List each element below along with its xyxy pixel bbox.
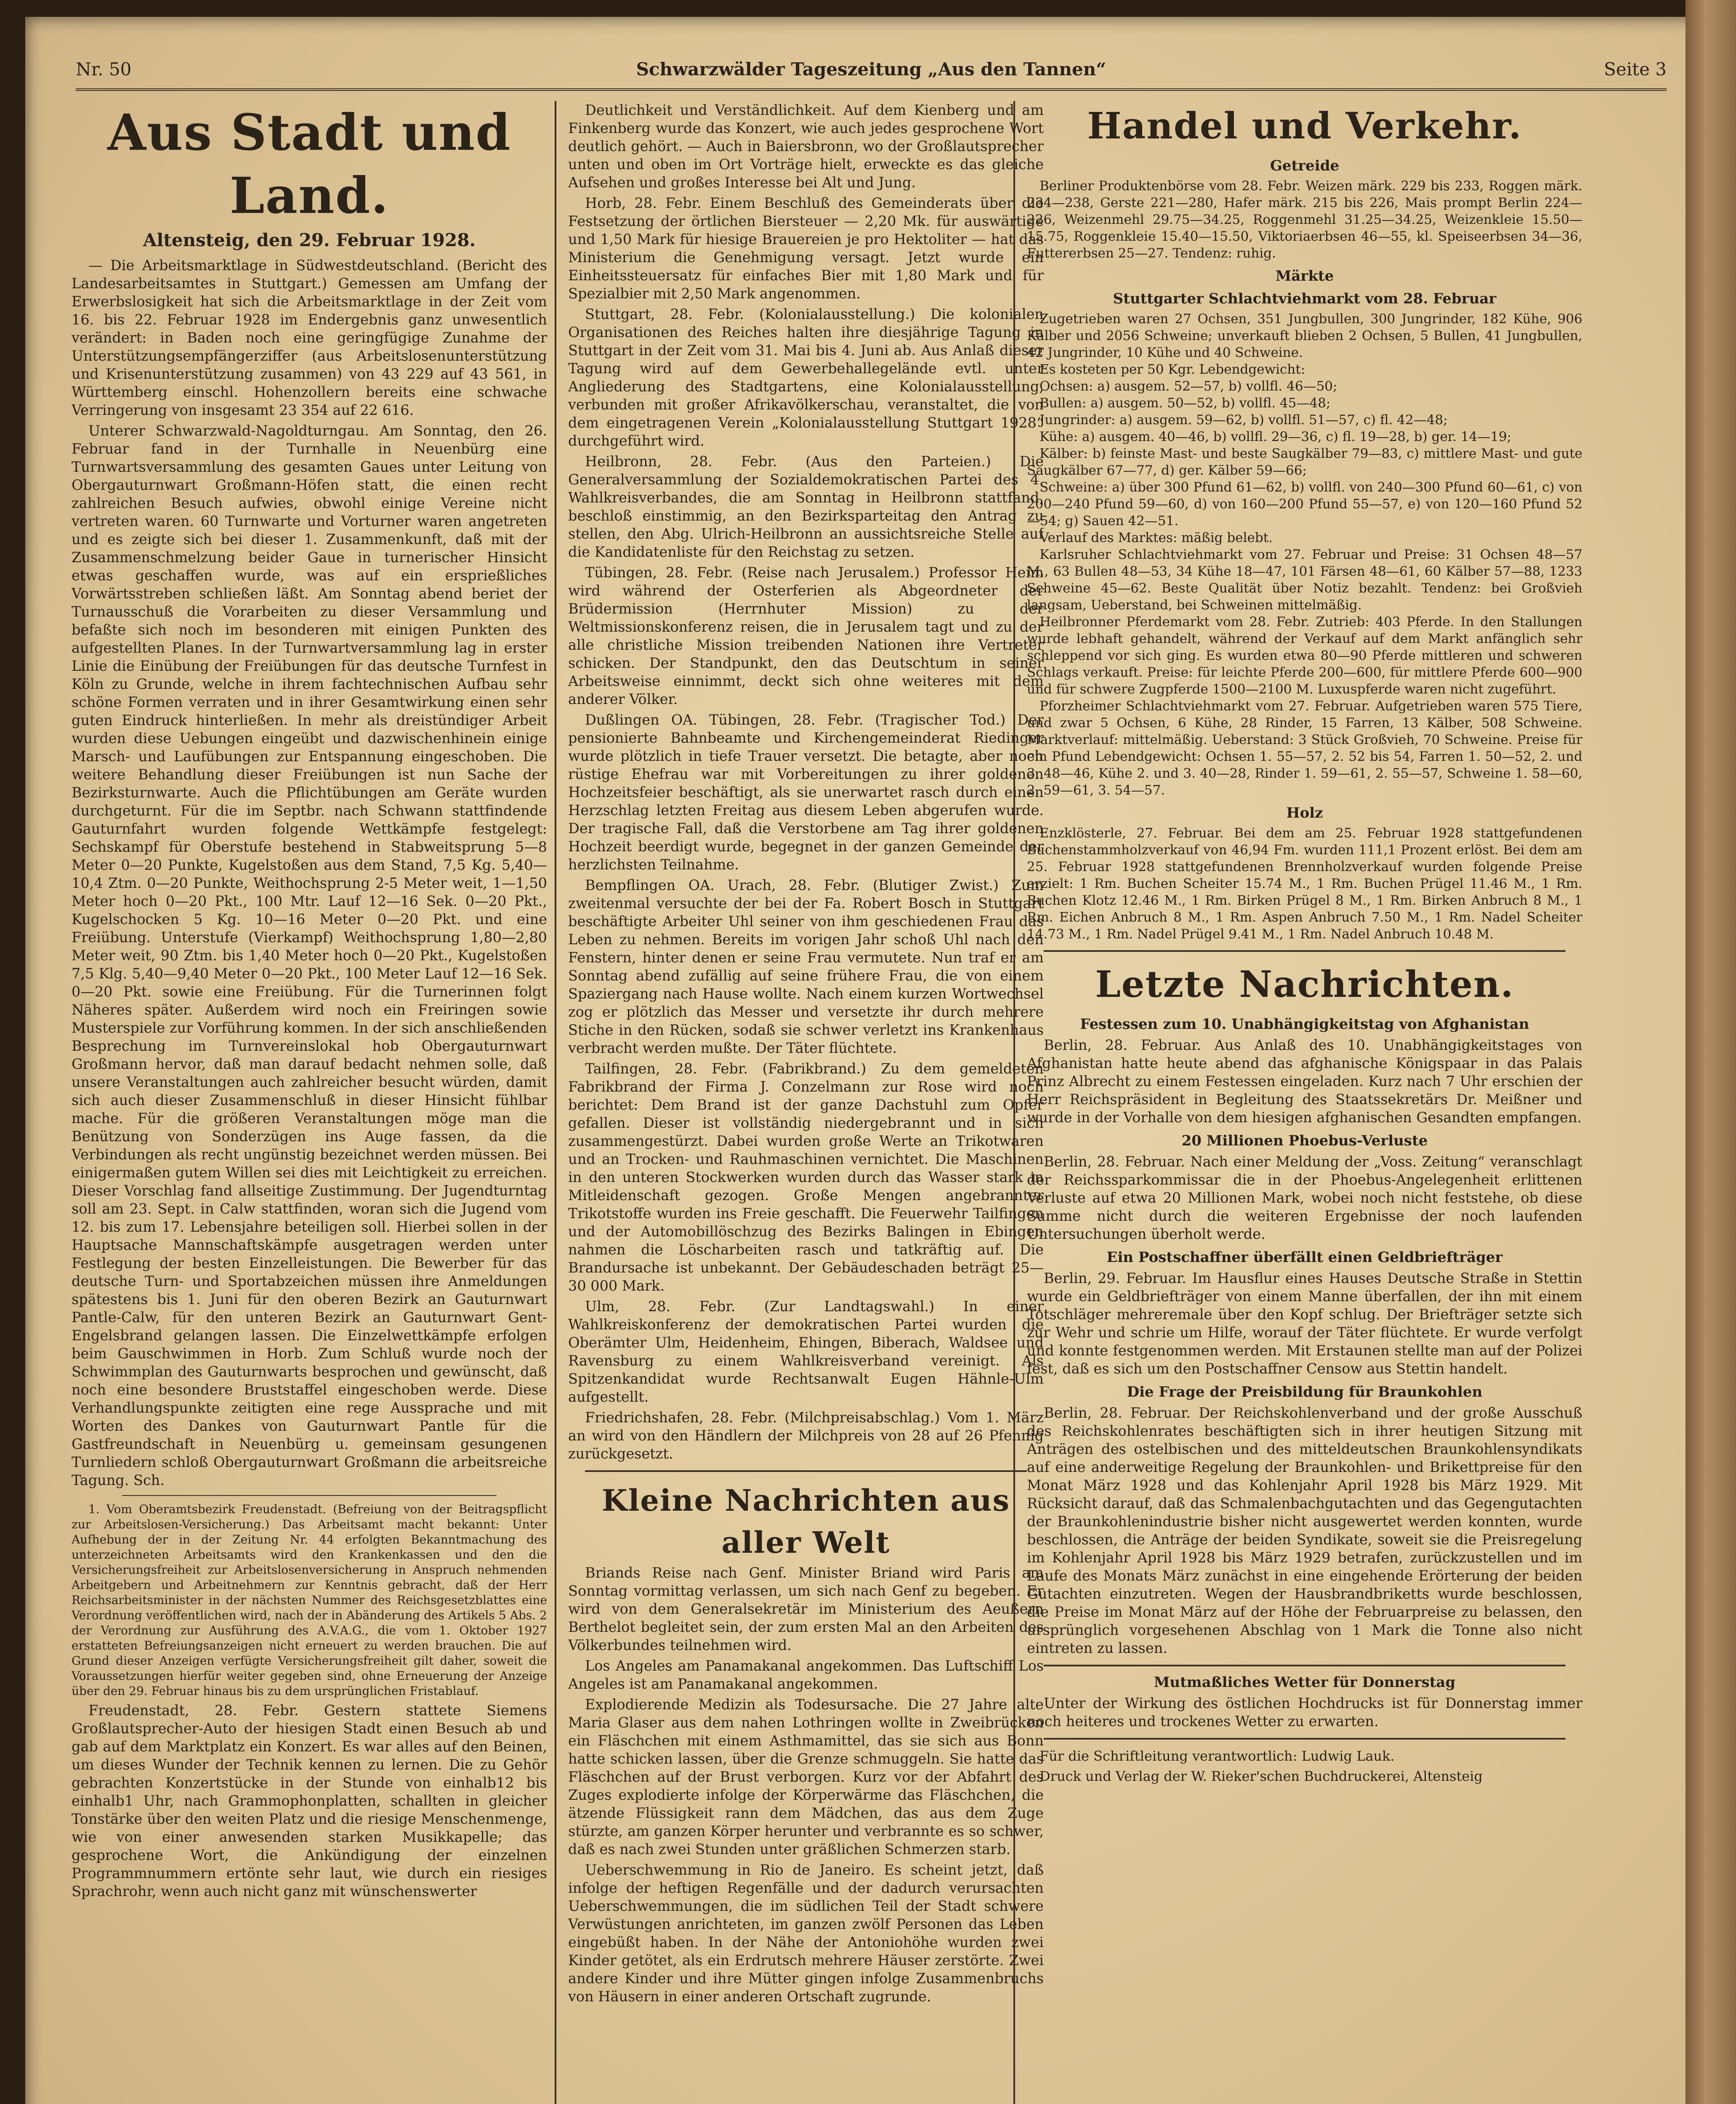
column-divider [555,101,556,2104]
article-bempflingen: Bempflingen OA. Urach, 28. Febr. (Blutiger Zwist.) Zum zweitenmal versuchte der bei der Fa. Robert Bosch in Stuttgart beschäftigte Arbeiter Uhl seiner von ihm geschiedenen Frau das Leben zu nehmen. Bereits im vorigen Jahr schoß Uhl nach den Fenstern, hinter denen er seine Frau vermutete. Nun traf er am Sonntag abend zufällig auf seine frühere Frau, die von einem Spaziergang nach Hause wollte. Nach einem kurzen Wortwechsel zog er plötzlich das Messer und versetzte ihr durch mehrere Stiche in den Rücken, sodaß sie schwer verletzt ins Krankenhaus verbracht werden mußte. Der Täter flüchtete. [568,877,1044,1056]
article-turngau: Unterer Schwarzwald-Nagoldturngau. Am Sonntag, den 26. Februar fand in der Turnhalle in Neuenbürg eine Turnwartsversammlung des gesamten Gaues unter Leitung von Obergauturnwart Großmann-Höfen statt, die einen recht zahlreichen Besuch aufwies, obwohl einige Vereine nicht vertreten waren. 60 Turnwarte und Vorturner waren angetreten und es zeigte sich bei dieser 1. Zusammenkunft, daß mit der Zusammenschmelzung beider Gaue in turnerischer Hinsicht etwas geschaffen wurde, was auf ein ersprießliches Vorwärtsstreben schließen läßt. Am Sonntag abend beriet der Turnausschuß die Vorarbeiten zu dieser Versammlung und befaßte sich noch im besonderen mit einigen Punkten des aufgestellten Planes. In der Turnwartversammlung lag in erster Linie die Einübung der Freiübungen für das deutsche Turnfest in Köln zu Grunde, welche in ihrem fachtechnischen Aufbau sehr schöne Formen verraten und in ihrer Gesamtwirkung einen sehr guten Eindruck hinterließen. In mehr als dreistündiger Arbeit wurden diese Uebungen eingeübt und dazwischenhinein einige Marsch- und Laufübungen zur Entspannung eingeschoben. Die weitere Behandlung dieser Freiübungen ist nun Sache der Bezirksturnwarte. Auch die Pflichtübungen am Geräte wurden durchgeturnt. Für die im Septbr. nach Schwann stattfindende Gauturnfahrt wurden folgende Wettkämpfe festgelegt: Sechskampf für Oberstufe bestehend in Stabweitsprung 5—8 Meter 0—20 Punkte, Kugelstoßen aus dem Stand, 7,5 Kg. 5,40—10,4 Ztm. 0—20 Punkte, Weithochsprung 2-5 Meter weit, 1—1,50 Meter hoch 0—20 Pkt., 100 Mtr. Lauf 12—16 Sek. 0—20 Pkt., Kugelschocken 5 Kg. 10—16 Meter 0—20 Pkt. und eine Freiübung. Unterstufe (Vierkampf) Weithochsprung 1,80—2,80 Meter weit, 90 Ztm. bis 1,40 Meter hoch 0—20 Pkt., Kugelstoßen 7,5 Klg. 5,40—9,40 Meter 0—20 Pkt., 100 Meter Lauf 12—16 Sek. 0—20 Pkt. sowie eine Freiübung. Für die Turnerinnen folgt Näheres später. Außerdem wird noch ein Freiringen sowie Musterspiele zur Vorführung kommen. In der sich anschließenden Besprechung im Turnvereinslokal hob Obergauturnwart Großmann hervor, daß man darauf bedacht nehmen solle, daß unsere Veranstaltungen auch zahlreicher besucht würden, damit sich auch dieser Zusammenschluß in dieser Hinsicht fühlbar mache. Für die größeren Veranstaltungen möge man die Benützung von Sonderzügen ins Auge fassen, da die Verbindungen als recht ungünstig bezeichnet werden müssen. Bei einigermaßen gutem Willen sei dies mit Leichtigkeit zu erreichen. Dieser Vorschlag fand allseitige Zustimmung. Der Jugendturntag soll am 23. Sept. in Calw stattfinden, woran sich die Jugend vom 12. bis zum 17. Lebensjahre beteiligen soll. Hierbei sollen in der Hauptsache Mannschaftskämpfe ausgetragen werden unter Festlegung der besten Einzelleistungen. Die Bewerber für das deutsche Turn- und Sportabzeichen müssen ihre Anmeldungen spätestens bis 1. Juni für den oberen Bezirk an Gauturnwart Pantle-Calw, für den unteren Bezirk an Gauturnwart Gent-Engelsbrand gelangen lassen. Die Einzelwettkämpfe erfolgen beim Gauschwimmen in Horb. Zum Schluß wurde noch der Schwimmplan des Gauturnwarts besprochen und gewünscht, daß noch eine besondere Bruststaffel eingeschoben werde. Diese Verhandlungspunkte zeitigten eine rege Aussprache und mit Worten des Dankes von Gauturnwart Pantle für die Gastfreundschaft in Neuenbürg u. gemeinsam gesungenen Turnliedern schloß Obergauturnwart Großmann die arbeitsreiche Tagung. Sch. [72,422,547,1488]
article-tuebingen: Tübingen, 28. Febr. (Reise nach Jerusalem.) Professor Heim wird während der Osterferien als Abgeordneter der Brüdermission (Herrnhuter Mission) zu der Weltmissionskonferenz reisen, die in Jerusalem tagt und zu der alle christliche Mission treibenden Nationen ihre Vertreter schicken. Der Standpunkt, den das Deutschtum in seiner Arbeitsweise einnimmt, deckt sich ohne weiteres mit dem anderer Völker. [568,564,1044,707]
divider [585,1470,1027,1472]
page-number: Seite 3 [1604,59,1667,80]
section-title-stadt-land: Aus Stadt und Land. [107,103,511,225]
market-karlsruhe: Karlsruher Schlachtviehmarkt vom 27. Februar und Preise: 31 Ochsen 48—57 M., 63 Bullen 48—53, 34 Kühe 18—47, 101 Färsen 48—61, 60 Kälber 57—88, 1233 Schweine 45—62. Beste Qualität über Notiz bezahlt. Tendenz: bei Großvieh langsam, Ueberstand, bei Schweinen mittelmäßig. [1027,547,1582,613]
article-dusslingen: Dußlingen OA. Tübingen, 28. Febr. (Tragischer Tod.) Der pensionierte Bahnbeamte und Kirchengemeinderat Riedinger wurde plötzlich in tiefe Trauer versetzt. Die betagte, aber noch rüstige Ehefrau war mit Vorbereitungen zu ihrer goldenen Hochzeitsfeier beschäftigt, als sie unerwartet rasch durch einen Herzschlag letzten Freitag aus diesem Leben abgerufen wurde. Der tragische Fall, daß die Verstorbene am Tag ihrer goldenen Hochzeit beerdigt wurde, begegnet in der ganzen Gemeinde der herzlichsten Teilnahme. [568,712,1044,873]
page-edge [1685,0,1736,2104]
article-horb: Horb, 28. Febr. Einem Beschluß des Gemeinderats über die Festsetzung der örtlichen Biersteuer — 2,20 Mk. für auswärtige und 1,50 Mark für hiesige Brauereien je pro Hektoliter — hat das Ministerium die Genehmigung versagt. Jetzt wurde ein Einheitssteuersatz für einfaches Bier mit 1,80 Mark und für Spezialbier mit 2,50 Mark angenommen. [568,195,1044,302]
text-holz: Enzklösterle, 27. Februar. Bei dem am 25. Februar 1928 stattgefundenen Buchenstammholzverkauf von 46,94 Fm. wurden 111,1 Prozent erlöst. Bei dem am 25. Februar 1928 stattgefundenen Brennholzverkauf wurden folgende Preise erzielt: 1 Rm. Buchen Scheiter 15.74 M., 1 Rm. Buchen Prügel 11.46 M., 1 Rm. Buchen Klotz 12.46 M., 1 Rm. Birken Prügel 8 M., 1 Rm. Birken Anbruch 8 M., 1 Rm. Eichen Anbruch 8 M., 1 Rm. Aspen Anbruch 7.50 M., 1 Rm. Nadel Scheiter 14.73 M., 1 Rm. Nadel Prügel 9.41 M., 1 Rm. Nadel Anbruch 10.48 M. [1027,826,1582,942]
news-title: Festessen zum 10. Unabhängigkeitstag von Afghanistan [1080,1016,1529,1033]
divider [122,1495,497,1496]
article-tailfingen: Tailfingen, 28. Febr. (Fabrikbrand.) Zu dem gemeldeten Fabrikbrand der Firma J. Conzelmann zur Rose wird noch berichtet: Dem Brand ist der ganze Dachstuhl zum Opfer gefallen. Dieser ist vollständig niedergebrannt und in sich zusammengestürzt. Dabei wurden große Werte an Trikotwaren und an Trocken- und Rauhmaschinen vernichtet. Die Maschinen in den unteren Stockwerken wurden durch das Wasser stark in Mitleidenschaft gezogen. Große Mengen angebrannter Trikotstoffe wurden ins Freie geschafft. Die Feuerwehr Tailfingen und der Automobillöschzug des Bezirks Balingen in Ebingen nahmen die Löscharbeiten rasch und tatkräftig auf. Die Brandursache ist unbekannt. Der Gebäudeschaden beträgt 25—30 000 Mark. [568,1060,1044,1294]
article-friedrichshafen: Friedrichshafen, 28. Febr. (Milchpreisabschlag.) Vom 1. März an wird von den Händlern der Milchpreis von 28 auf 26 Pfennig zurückgesetzt. [568,1409,1044,1462]
market-heilbronn: Heilbronner Pferdemarkt vom 28. Febr. Zutrieb: 403 Pferde. In den Stallungen wurde lebhaft gehandelt, während der Verkauf auf dem Markt anfänglich sehr schleppend vor sich ging. Es wurden etwa 80—90 Pferde mittleren und schweren Schlags verkauft. Preise: für leichte Pferde 200—600, für mittlere Pferde 600—900 und für schwere Zugpferde 1500—2100 M. Luxuspferde waren nicht zugeführt. [1027,614,1582,697]
divider [1044,950,1566,952]
news-title: Die Frage der Preisbildung für Braunkohlen [1127,1384,1483,1400]
section-title-letzte-nachrichten: Letzte Nachrichten. [1095,963,1514,1006]
column-2 [568,101,1044,2104]
market-line: Verlauf des Marktes: mäßig belebt. [1039,530,1273,545]
page-header [76,55,1667,91]
heading-schlachtvieh: Stuttgarter Schlachtviehmarkt vom 28. Februar [1113,290,1497,307]
news-text: Berlin, 28. Februar. Aus Anlaß des 10. Unabhängigkeitstages von Afghanistan hatte heute abend das afghanische Königspaar in das Palais Prinz Albrecht zu einem Festessen eingeladen. Kurz nach 7 Uhr erschien der Herr Reichspräsident in Begleitung des Staatssekretärs Dr. Meißner und wurde in der Vorhalle von dem hiesigen afghanischen Gesandten empfangen. [1027,1037,1582,1126]
article-medizin: Explodierende Medizin als Todesursache. Die 27 Jahre alte Maria Glaser aus dem nahen Lothringen wollte in Zweibrücken ein Fläschchen mit einem Asthmamittel, das sie sich aus Bonn hatte schicken lassen, über die Grenze schmuggeln. Sie hatte das Fläschchen auf der Brust verborgen. Kurz vor der Abfahrt des Zuges explodierte infolge der Körperwärme das Fläschchen, die ätzende Flüssigkeit rann dem Mädchen, das aus dem Zuge stürzte, am ganzen Körper herunter und verbrannte es so schwer, daß es nach zwei Stunden unter gräßlichen Schmerzen starb. [568,1696,1044,1857]
article-los-angeles: Los Angeles am Panamakanal angekommen. Das Luftschiff Los Angeles ist am Panamakanal angekommen. [568,1658,1044,1692]
article-briand: Briands Reise nach Genf. Minister Briand wird Paris am Sonntag vormittag verlassen, um sich nach Genf zu begeben. Er wird von dem Generalsekretär im Ministerium des Aeußern Berthelot begleitet sein, der zum ersten Mal an den Arbeiten des Völkerbundes teilnehmen wird. [568,1565,1044,1653]
market-line: Zugetrieben waren 27 Ochsen, 351 Jungbullen, 300 Jungrinder, 182 Kühe, 906 Kälber und 2056 Schweine; unverkauft blieben 2 Ochsen, 5 Bullen, 41 Jungbullen, 42 Jungrinder, 10 Kühe und 40 Schweine. [1027,311,1582,360]
newspaper-name: Schwarzwälder Tageszeitung „Aus den Tannen“ [636,59,1106,80]
news-title: Ein Postschaffner überfällt einen Geldbriefträger [1106,1249,1503,1266]
section-title-kleine-nachrichten: Kleine Nachrichten aus aller Welt [602,1483,1010,1560]
footer-editor: Für die Schriftleitung verantwortlich: Ludwig Lauk. [1039,1748,1395,1764]
column-3 [1027,101,1582,2104]
news-title: 20 Millionen Phoebus-Verluste [1181,1132,1428,1149]
divider [1044,1738,1566,1740]
market-pforzheim: Pforzheimer Schlachtviehmarkt vom 27. Februar. Aufgetrieben waren 575 Tiere, und zwar 5 Ochsen, 6 Kühe, 28 Rinder, 15 Farren, 13 Kälber, 508 Schweine. Marktverlauf: mittelmäßig. Ueberstand: 3 Stück Großvieh, 70 Schweine. Preise für ein Pfund Lebendgewicht: Ochsen 1. 55—57, 2. 52 bis 54, Farren 1. 50—52, 2. und 3. 48—46, Kühe 2. und 3. 40—28, Rinder 1. 59—61, 2. 55—57, Schweine 1. 58—60, 2. 59—61, 3. 54—57. [1027,699,1582,798]
market-line: Kühe: a) ausgem. 40—46, b) vollfl. 29—36, c) fl. 19—28, b) ger. 14—19; [1039,429,1512,444]
heading-holz: Holz [1286,805,1323,821]
news-text: Berlin, 29. Februar. Im Hausflur eines Hauses Deutsche Straße in Stettin wurde ein Geldbriefträger von einem Manne überfallen, der ihn mit einem Totschläger mehreremale über den Kopf schlug. Der Briefträger setzte sich zur Wehr und schrie um Hilfe, worauf der Täter flüchtete. Er wurde verfolgt und konnte festgenommen werden. Mit Erstaunen stellte man auf der Polizei fest, daß es sich um den Postschaffner Censow aus Stettin handelt. [1027,1270,1582,1377]
article-rio: Ueberschwemmung in Rio de Janeiro. Es scheint jetzt, daß infolge der heftigen Regenfälle und der dadurch verursachten Ueberschwemmungen, die im südlichen Teil der Stadt schwere Verwüstungen anrichteten, im ganzen zwölf Personen das Leben eingebüßt haben. In der Nähe der Antoniohöhe wurden zwei Kinder getötet, als ein Erdrutsch mehrere Häuser zerstörte. Zwei andere Kinder und ihre Mütter gingen infolge Zusammenbruchs von Häusern in einer anderen Ortschaft zugrunde. [568,1862,1044,2005]
article-arbeitsmarkt: — Die Arbeitsmarktlage in Südwestdeutschland. (Bericht des Landesarbeitsamtes in Stuttgart.) Gemessen am Umfang der Erwerbslosigkeit hat sich die Arbeitsmarktlage in der Zeit vom 16. bis 22. Februar 1928 im Endergebnis ganz unwesentlich verändert: in Baden noch eine geringfügige Zunahme der Unterstützungsempfängerziffer (aus Arbeitslosenunterstützung und Krisenunterstützung zusammen) von 43 229 auf 43 561, in Württemberg einschl. Hohenzollern bereits eine schwache Verringerung von insgesamt 23 354 auf 22 616. [72,257,547,418]
market-line: Ochsen: a) ausgem. 52—57, b) vollfl. 46—50; [1039,379,1337,394]
article-continued: Deutlichkeit und Verständlichkeit. Auf dem Kienberg und am Finkenberg wurde das Konzert, wie auch jedes gesprochene Wort deutlich gehört. — Auch in Baiersbronn, wo der Großlautsprecher unten und oben im Ort Vorträge hielt, erweckte es das gleiche Aufsehen und großes Interesse bei Alt und Jung. [568,102,1044,191]
article-heilbronn: Heilbronn, 28. Febr. (Aus den Parteien.) Die Generalversammlung der Sozialdemokratischen Partei des 4. Wahlkreisverbandes, die am Sonntag in Heilbronn stattfand, beschloß einstimmig, an den Bezirksparteitag den Antrag zu stellen, den Abg. Ulrich-Heilbronn an aussichtsreiche Stelle auf die Kandidatenliste für den Reichstag zu setzen. [568,453,1044,560]
article-freudenstadt: Freudenstadt, 28. Febr. Gestern stattete Siemens Großlautsprecher-Auto der hiesigen Stadt einen Besuch ab und gab auf dem Marktplatz ein Konzert. Es war alles auf den Beinen, um dieses Wunder der Technik kennen zu lernen. Die zu Gehör gebrachten Konzertstücke in der Stunde von einhalb12 bis einhalb1 Uhr, nach Grammophonplatten, schallten in gleicher Tonstärke über den weiten Platz und die riesige Menschenmenge, wie von einer anwesenden starken Musikkapelle; das gesprochene Wort, die Ankündigung der einzelnen Programmnummern ertönte sehr laut, wie durch ein riesiges Sprachrohr, wenn auch nicht ganz mit wünschenswerter [72,1702,547,1899]
heading-maerkte: Märkte [1275,268,1334,284]
footer-publisher: Druck und Verlag der W. Rieker'schen Buchdruckerei, Altensteig [1039,1768,1483,1784]
market-line: Schweine: a) über 300 Pfund 61—62, b) vollfl. von 240—300 Pfund 60—61, c) von 200—240 Pfund 59—60, d) von 160—200 Pfund 55—57, e) von 120—160 Pfund 52—54; g) Sauen 42—51. [1027,480,1582,529]
text-getreide: Berliner Produktenbörse vom 28. Febr. Weizen märk. 229 bis 233, Roggen märk. 234—238, Gerste 221—280, Hafer märk. 215 bis 226, Mais prompt Berlin 224—226, Weizenmehl 29.75—34.25, Roggenmehl 31.25—34.25, Weizenkleie 15.50—15.75, Roggenkleie 15.40—15.50, Viktoriaerbsen 46—55, kl. Speiseerbsen 34—36, Futtererbsen 25—27. Tendenz: ruhig. [1027,178,1582,261]
dateline: Altensteig, den 29. Februar 1928. [143,230,476,250]
column-1 [72,101,547,2104]
news-text: Berlin, 28. Februar. Der Reichskohlenverband und der große Ausschuß des Reichskohlenrates beschäftigten sich in ihrer heutigen Sitzung mit Anträgen des ostelbischen und des mitteldeutschen Braunkohlensyndikats auf eine anderweitige Regelung der Braunkohlen- und Brikettpreise für den Monat März 1928 und das Kohlenjahr April 1928 bis März 1929. Mit Rücksicht darauf, daß das Schmalenbachgutachten und das Gegengutachten der Braunkohlenindustrie bisher nicht ausgewertet werden konnten, wurde beschlossen, die Anträge der beiden Syndikate, soweit sie die Preisregelung im Kohlenjahr April 1928 bis März 1929 betrafen, zurückzustellen und im Laufe des Monats März zunächst in eine eingehende Erörterung der beiden Gutachten einzutreten. Wegen der Hausbrandbriketts wurde beschlossen, die Preise im Monat März auf der Höhe der Februarpreise zu belassen, den ursprünglich vorgesehenen Abschlag von 1 Mark die Tonne also nicht eintreten zu lassen. [1027,1405,1582,1656]
divider [1044,1665,1566,1666]
article-oberamtsbezirk: 1. Vom Oberamtsbezirk Freudenstadt. (Befreiung von der Beitragspflicht zur Arbeitslosen-Versicherung.) Das Arbeitsamt macht bekannt: Unter Aufhebung der in der Zeitung Nr. 44 erfolgten Bekanntmachung des unterzeichneten Arbeitsamts wird den Krankenkassen und den die Versicherungsfreiheit zur Arbeitslosenversicherung in Anspruch nehmenden Arbeitgebern und Arbeitnehmern zur Kenntnis gebracht, daß der Herr Reichsarbeitsminister in der nächsten Nummer des Reichsgesetzblattes eine Verordnung veröffentlichen wird, nach der in Abänderung des Artikels 5 Abs. 2 der Verordnung zur Ausführung des A.V.A.G., die vom 1. Oktober 1927 erstatteten Befreiungsanzeigen nicht erneuert zu werden brauchen. Die auf Grund dieser Anzeigen verfügte Versicherungsfreiheit gilt daher, soweit die Voraussetzungen hierfür weiter gegeben sind, ohne Erneuerung der Anzeige über den 29. Februar hinaus bis zu dem ursprünglichen Fristablauf. [72,1502,547,1698]
market-line: Bullen: a) ausgem. 50—52, b) vollfl. 45—48; [1039,396,1331,411]
newspaper-page [25,17,1709,2104]
market-line: Kälber: b) feinste Mast- und beste Saugkälber 79—83, c) mittlere Mast- und gute Saugkälber 67—77, d) ger. Kälber 59—66; [1027,446,1582,478]
weather-title: Mutmaßliches Wetter für Donnerstag [1154,1674,1456,1691]
heading-getreide: Getreide [1270,157,1340,174]
market-line: Jungrinder: a) ausgem. 59—62, b) vollfl. 51—57, c) fl. 42—48; [1039,412,1448,428]
article-stuttgart: Stuttgart, 28. Febr. (Kolonialausstellung.) Die kolonialen Organisationen des Reiches halten ihre diesjährige Tagung in Stuttgart in der Zeit vom 31. Mai bis 4. Juni ab. Aus Anlaß dieser Tagung wird auf dem Gewerbehallegelände evtl. unter Angliederung des Stadtgartens, eine Kolonialausstellung, verbunden mit großer Afrikavölkerschau, veranstaltet, die von dem eingetragenen Verein „Kolonialausstellung Stuttgart 1928“ durchgeführt wird. [568,306,1044,449]
weather-text: Unter der Wirkung des östlichen Hochdrucks ist für Donnerstag immer noch heiteres und trockenes Wetter zu erwarten. [1027,1695,1582,1729]
market-line: Es kosteten per 50 Kgr. Lebendgewicht: [1039,362,1305,377]
issue-number: Nr. 50 [76,59,132,80]
news-text: Berlin, 28. Februar. Nach einer Meldung der „Voss. Zeitung“ veranschlagt der Reichssparkommissar die in der Phoebus-Angelegenheit erlittenen Verluste auf etwa 20 Millionen Mark, wobei noch nicht feststehe, ob diese Summe nicht durch die weiteren Ergebnisse der noch laufenden Untersuchungen überholt werde. [1027,1153,1582,1242]
article-ulm: Ulm, 28. Febr. (Zur Landtagswahl.) In einer Wahlkreiskonferenz der demokratischen Partei wurden die Oberämter Ulm, Heidenheim, Ehingen, Biberach, Waldsee und Ravensburg zu einem Wahlkreisverband vereinigt. Als Spitzenkandidat wurde Rechtsanwalt Eugen Hähnle-Ulm aufgestellt. [568,1298,1044,1405]
section-title-handel: Handel und Verkehr. [1087,105,1522,147]
